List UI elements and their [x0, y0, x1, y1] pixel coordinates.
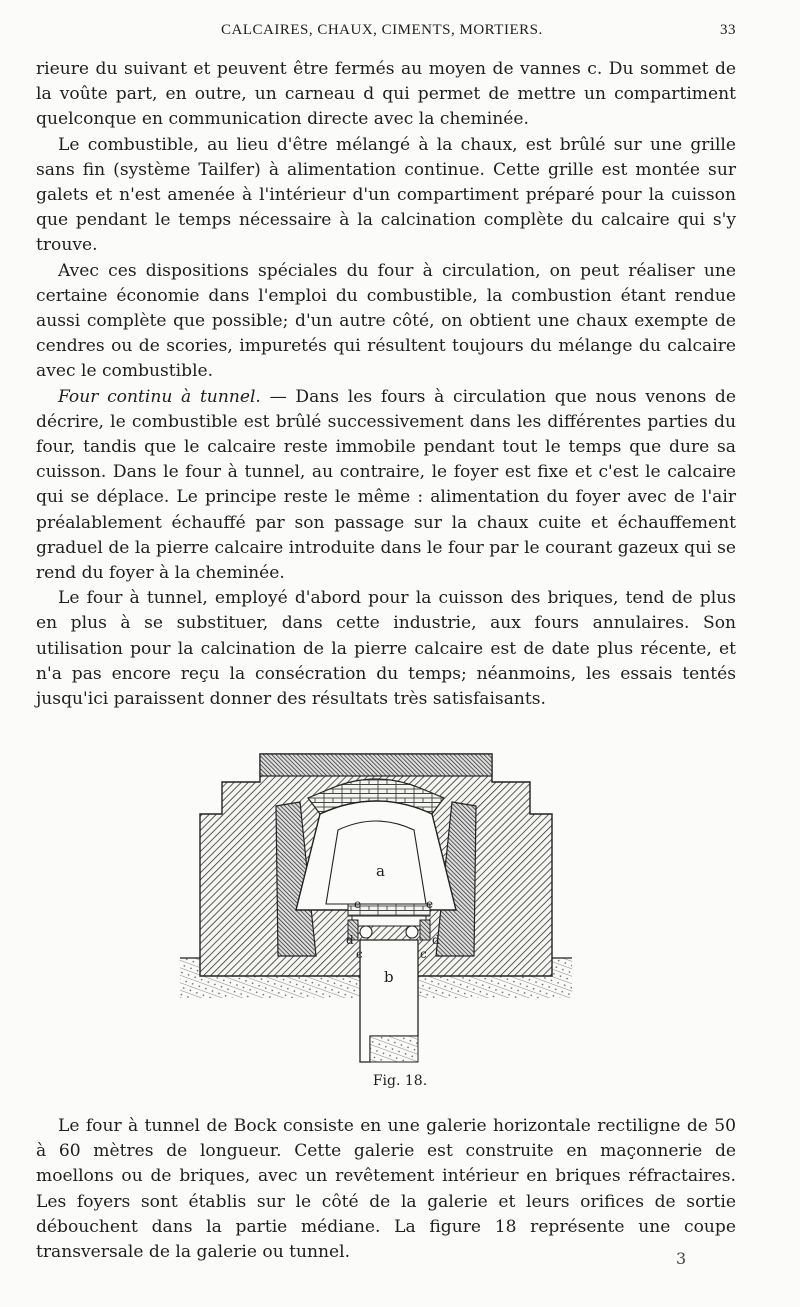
kiln-car-chassis [352, 916, 426, 926]
label-d-left: d [346, 933, 354, 947]
kiln-drawing [180, 744, 572, 1066]
label-b: b [384, 968, 394, 986]
label-d-right: d [432, 933, 440, 947]
label-e-right: e [426, 897, 434, 911]
kiln-car-wheel-left [360, 926, 372, 938]
rail-support-right [420, 920, 430, 940]
label-c-left: c [356, 947, 363, 961]
paragraph: Avec ces dispositions spéciales du four à circulation, on peut réaliser une certaine économie dans l'emploi du combustible, la combustion étant rendue aussi complète que possible; d'un autre côté, on obtient une chaux exempte de cendres ou de scories, impuretés qui résultent toujours du mélange du calcaire avec le combustible. [36, 260, 736, 382]
label-e-left: e [354, 897, 362, 911]
section-title: Four continu à tunnel. [58, 386, 261, 407]
paragraph: Le four à tunnel, employé d'abord pour la cuisson des briques, tend de plus en plus à se substituer, dans cette industrie, aux fours annulaires. Son utilisation pour la calcination de la pierre calcaire est de date plus récente, et n'a pas encore reçu la consécration du temps; néanmoins, les essais tentés jusqu'ici paraissent donner des résultats très satisfaisants. [36, 588, 736, 710]
label-a: a [376, 862, 385, 880]
figure-18-kiln-cross-section [180, 744, 572, 1066]
section-text: — Dans les fours à circulation que nous venons de décrire, le combustible est brûlé successivement dans les différentes parties du four, tandis que le calcaire reste immobile pendant tout le temps que dure sa cuisson. Dans le four à tunnel, au contraire, le foyer est fixe et c'est le calcaire qui se déplace. Le principe reste le même : alimentation du foyer avec de l'air préalablement échauffé par son passage sur la chaux cuite et échauffement graduel de la pierre calcaire introduite dans le four par le courant gazeux qui se rend du foyer à la cheminée. [36, 386, 736, 584]
paragraph: Le four à tunnel de Bock consiste en une galerie horizontale rectiligne de 50 à 60 mètres de longueur. Cette galerie est construite en maçonnerie de moellons ou de briques, avec un revêtement intérieur en briques réfractaires. Les foyers sont établis sur le côté de la galerie et leurs orifices de sortie débouchent dans la partie médiane. La figure 18 représente une coupe transversale de la galerie ou tunnel. [36, 1116, 736, 1263]
kiln-car-wheel-right [406, 926, 418, 938]
running-header [36, 22, 736, 44]
paragraph: rieure du suivant et peuvent être fermés au moyen de vannes c. Du sommet de la voûte part, en outre, un carneau d qui permet de mettre un compartiment quelconque en communication directe avec la cheminée. [36, 59, 736, 130]
body-text-bottom [36, 1114, 736, 1265]
tunnel-chamber [296, 801, 456, 910]
paragraph [36, 385, 736, 587]
paragraph: Le combustible, au lieu d'être mélangé à la chaux, est brûlé sur une grille sans fin (système Tailfer) à alimentation continue. Cette grille est montée sur galets et n'est amenée à l'intérieur d'un compartiment préparé pour la cuisson que pendant le temps nécessaire à la calcination complète du calcaire qui s'y trouve. [36, 134, 736, 256]
channel-foot [370, 1036, 418, 1062]
page-number: 33 [720, 22, 736, 38]
body-text-top [36, 57, 736, 712]
label-c-right: c [420, 947, 427, 961]
running-title: CALCAIRES, CHAUX, CIMENTS, MORTIERS. [221, 22, 543, 38]
crown-cap [260, 754, 492, 776]
signature-mark: 3 [676, 1249, 687, 1268]
figure-caption: Fig. 18. [372, 1073, 428, 1089]
